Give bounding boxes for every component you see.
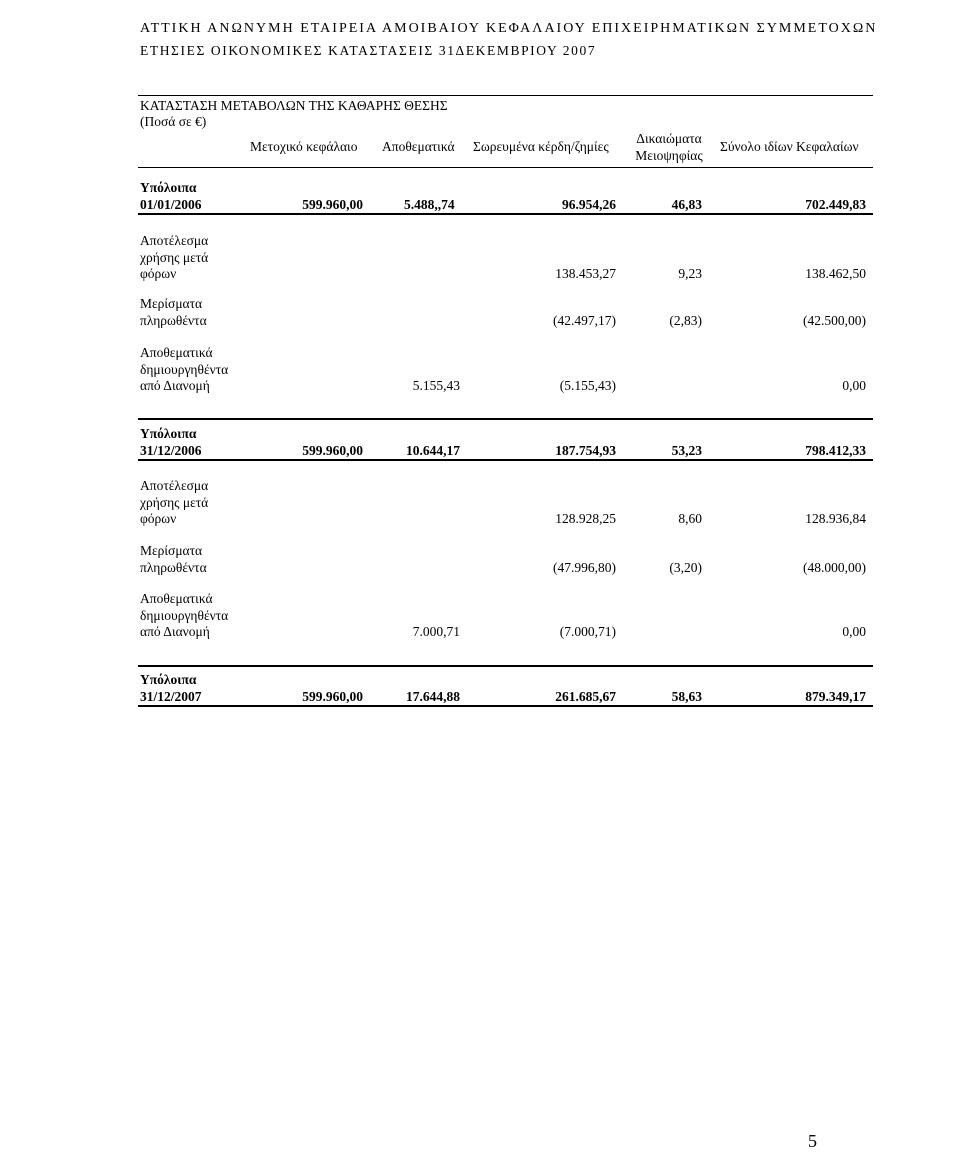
balance-total: 879.349,17 <box>805 689 866 704</box>
row-label-line: δημιουργηθέντα <box>140 362 229 377</box>
page-number: 5 <box>808 1131 817 1151</box>
balance-reserves: 17.644,88 <box>406 689 460 704</box>
balance-minority: 46,83 <box>671 197 702 212</box>
row-retained: (5.155,43) <box>559 378 616 393</box>
row-label-line: πληρωθέντα <box>140 313 207 328</box>
row-minority: 9,23 <box>678 266 702 281</box>
balance-date: 01/01/2006 <box>140 197 202 212</box>
balance-rule <box>138 459 873 461</box>
row-total: 0,00 <box>842 378 866 393</box>
balance-rule <box>138 213 873 215</box>
balance-minority: 53,23 <box>671 443 702 458</box>
row-label-line: Αποτέλεσμα <box>140 478 209 493</box>
section-rule <box>138 665 873 667</box>
balance-retained: 187.754,93 <box>555 443 616 458</box>
balance-share-capital: 599.960,00 <box>302 443 363 458</box>
balance-minority: 58,63 <box>671 689 702 704</box>
row-reserves: 5.155,43 <box>412 378 460 393</box>
row-total: (42.500,00) <box>803 313 866 328</box>
row-retained: (47.996,80) <box>553 560 616 575</box>
top-rule <box>138 95 873 96</box>
balance-total: 798.412,33 <box>805 443 866 458</box>
col-header-reserves: Αποθεματικά <box>382 139 455 154</box>
balance-share-capital: 599.960,00 <box>302 689 363 704</box>
row-label-line: από Διανομή <box>140 624 210 639</box>
company-name: ΑΤΤΙΚΗ ΑΝΩΝΥΜΗ ΕΤΑΙΡΕΙΑ ΑΜΟΙΒΑΙΟΥ ΚΕΦΑΛΑΙΟΥ ΕΠΙΧΕΙΡΗΜΑΤΙΚΩΝ ΣΥΜΜΕΤΟΧΩΝ <box>140 21 878 36</box>
row-retained: (42.497,17) <box>553 313 616 328</box>
row-minority: (2,83) <box>669 313 702 328</box>
balance-label: Υπόλοιπα <box>140 672 197 687</box>
row-total: (48.000,00) <box>803 560 866 575</box>
report-subtitle: ΕΤΗΣΙΕΣ ΟΙΚΟΝΟΜΙΚΕΣ ΚΑΤΑΣΤΑΣΕΙΣ 31ΔΕΚΕΜΒΡΙΟΥ 2007 <box>140 43 597 58</box>
row-retained: 128.928,25 <box>555 511 616 526</box>
row-label-line: Μερίσματα <box>140 543 203 558</box>
balance-label: Υπόλοιπα <box>140 180 197 195</box>
col-header-total: Σύνολο ιδίων Κεφαλαίων <box>720 139 859 154</box>
row-label-line: χρήσης μετά <box>140 250 209 265</box>
row-total: 0,00 <box>842 624 866 639</box>
balance-date: 31/12/2007 <box>140 689 202 704</box>
row-label-line: χρήσης μετά <box>140 495 209 510</box>
section-rule <box>138 418 873 420</box>
row-retained: 138.453,27 <box>555 266 616 281</box>
row-label-line: Αποθεματικά <box>140 345 213 360</box>
row-retained: (7.000,71) <box>559 624 616 639</box>
balance-reserves: 10.644,17 <box>406 443 460 458</box>
row-label-line: φόρων <box>140 266 177 281</box>
row-label-line: από Διανομή <box>140 378 210 393</box>
row-label-line: Αποθεματικά <box>140 591 213 606</box>
col-header-share-capital: Μετοχικό κεφάλαιο <box>250 139 358 154</box>
header-rule <box>138 167 873 168</box>
row-label-line: Αποτέλεσμα <box>140 233 209 248</box>
balance-retained: 96.954,26 <box>562 197 616 212</box>
balance-label: Υπόλοιπα <box>140 426 197 441</box>
col-header-minority-line1: Δικαιώματα <box>636 131 702 146</box>
col-header-retained: Σωρευμένα κέρδη/ζημίες <box>473 139 609 154</box>
balance-retained: 261.685,67 <box>555 689 616 704</box>
balance-rule <box>138 705 873 707</box>
row-minority: 8,60 <box>678 511 702 526</box>
row-reserves: 7.000,71 <box>412 624 460 639</box>
row-minority: (3,20) <box>669 560 702 575</box>
balance-total: 702.449,83 <box>805 197 866 212</box>
row-label-line: δημιουργηθέντα <box>140 608 229 623</box>
statement-title: ΚΑΤΑΣΤΑΣΗ ΜΕΤΑΒΟΛΩΝ ΤΗΣ ΚΑΘΑΡΗΣ ΘΕΣΗΣ <box>140 98 448 113</box>
row-total: 128.936,84 <box>805 511 866 526</box>
row-label-line: φόρων <box>140 511 177 526</box>
balance-share-capital: 599.960,00 <box>302 197 363 212</box>
balance-reserves: 5.488,,74 <box>404 197 455 212</box>
row-label-line: πληρωθέντα <box>140 560 207 575</box>
units-note: (Ποσά σε €) <box>140 114 207 129</box>
row-label-line: Μερίσματα <box>140 296 203 311</box>
col-header-minority-line2: Μειοψηφίας <box>635 148 703 163</box>
row-total: 138.462,50 <box>805 266 866 281</box>
balance-date: 31/12/2006 <box>140 443 202 458</box>
